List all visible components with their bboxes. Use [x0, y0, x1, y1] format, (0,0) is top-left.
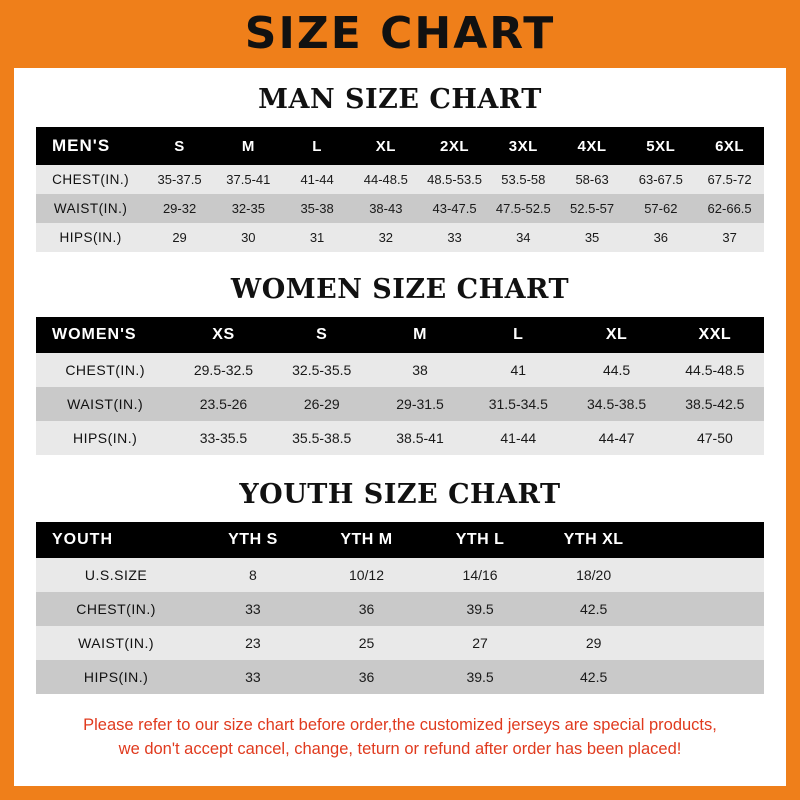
table-row	[36, 626, 764, 660]
table-row	[36, 223, 764, 252]
table-cell	[650, 626, 764, 660]
women-size-table	[36, 317, 764, 455]
women-header-cell: S	[316, 326, 328, 343]
table-cell: 44.5-48.5	[685, 362, 745, 378]
table-cell: 42.5	[580, 601, 608, 617]
man-section-title: MAN SIZE CHART	[258, 84, 542, 115]
table-cell: 62-66.5	[707, 201, 752, 216]
youth-table-header-row	[36, 522, 764, 558]
women-header-cell: XL	[605, 326, 628, 343]
header-band	[0, 0, 800, 68]
table-cell: 32.5-35.5	[292, 362, 352, 378]
table-row	[36, 421, 764, 455]
table-cell: 35.5-38.5	[292, 430, 352, 446]
row-label: CHEST(IN.)	[65, 362, 145, 378]
table-cell: 23.5-26	[199, 396, 248, 412]
man-table-header-row	[36, 127, 764, 165]
row-label: CHEST(IN.)	[76, 601, 156, 617]
row-label: U.S.SIZE	[84, 567, 148, 583]
women-header-cell: M	[413, 326, 427, 343]
table-row	[36, 194, 764, 223]
youth-table-head	[36, 522, 764, 558]
table-cell: 58-63	[575, 172, 609, 187]
bottom-band	[0, 786, 800, 800]
table-cell: 35	[584, 230, 600, 245]
row-label: CHEST(IN.)	[52, 172, 130, 187]
table-cell: 32	[378, 230, 394, 245]
table-row	[36, 387, 764, 421]
table-cell: 41	[510, 362, 527, 378]
table-cell: 37.5-41	[226, 172, 271, 187]
man-header-cell: 2XL	[440, 137, 470, 155]
row-label: WAIST(IN.)	[53, 201, 128, 216]
table-cell	[650, 558, 764, 592]
women-table-head	[36, 317, 764, 353]
table-cell: 30	[241, 230, 256, 245]
table-cell: 38.5-41	[396, 430, 444, 446]
table-cell: 34.5-38.5	[586, 396, 647, 412]
women-section	[14, 274, 786, 455]
man-header-cell: XL	[375, 137, 396, 155]
footer-note-line-1: Please refer to our size chart before order,the customized jerseys are special products,	[83, 716, 717, 734]
table-cell: 44-48.5	[363, 172, 408, 187]
table-cell: 18/20	[576, 567, 612, 583]
table-cell: 10/12	[348, 567, 385, 583]
table-cell: 47-50	[696, 430, 733, 446]
man-header-cell: MEN'S	[52, 136, 111, 155]
footer-note	[14, 714, 786, 762]
table-row	[36, 165, 764, 194]
women-header-cell: WOMEN'S	[52, 326, 137, 343]
table-cell: 52.5-57	[570, 201, 615, 216]
table-cell: 63-67.5	[638, 172, 683, 187]
table-cell: 44.5	[602, 362, 631, 378]
man-header-cell: L	[312, 137, 322, 155]
table-cell: 36	[358, 669, 375, 685]
man-header-cell: 4XL	[577, 137, 607, 155]
table-cell: 57-62	[644, 201, 678, 216]
table-cell: 29-31.5	[396, 396, 444, 412]
table-cell: 29-32	[162, 201, 197, 216]
table-row	[36, 353, 764, 387]
women-table-header-row	[36, 317, 764, 353]
youth-header-cell: YTH M	[340, 531, 393, 548]
table-cell: 37	[722, 230, 737, 245]
youth-header-cell	[650, 522, 764, 558]
youth-section-title: YOUTH SIZE CHART	[239, 479, 561, 510]
table-row	[36, 558, 764, 592]
table-cell: 36	[653, 230, 669, 245]
table-cell: 34	[516, 230, 531, 245]
row-label: WAIST(IN.)	[78, 635, 155, 651]
table-cell: 27	[472, 635, 488, 651]
women-section-title: WOMEN SIZE CHART	[230, 274, 570, 305]
table-cell: 29	[172, 230, 187, 245]
man-header-cell: 3XL	[508, 137, 538, 155]
man-header-cell: M	[241, 137, 255, 155]
table-cell: 25	[358, 635, 375, 651]
table-cell: 48.5-53.5	[427, 172, 483, 187]
youth-header-cell: YTH L	[455, 531, 505, 548]
table-cell: 36	[358, 601, 375, 617]
table-cell: 23	[245, 635, 261, 651]
table-cell: 42.5	[580, 669, 608, 685]
row-label: HIPS(IN.)	[83, 669, 149, 685]
table-cell: 32-35	[231, 201, 265, 216]
youth-size-table	[36, 522, 764, 694]
man-header-cell: S	[174, 137, 185, 155]
table-cell: 47.5-52.5	[495, 201, 551, 216]
table-row	[36, 592, 764, 626]
table-cell: 31.5-34.5	[488, 396, 548, 412]
table-cell: 44-47	[598, 430, 635, 446]
table-cell: 38-43	[369, 201, 403, 216]
row-label: WAIST(IN.)	[67, 396, 144, 412]
table-cell: 67.5-72	[707, 172, 752, 187]
youth-header-cell: YTH S	[228, 531, 278, 548]
man-header-cell: 6XL	[715, 137, 745, 155]
youth-section	[14, 479, 786, 694]
table-cell: 41-44	[300, 172, 334, 187]
women-header-cell: L	[513, 326, 524, 343]
footer-note-line-2: we don't accept cancel, change, teturn or refund after order has been placed!	[118, 739, 682, 758]
table-cell: 33	[447, 230, 462, 245]
table-cell: 41-44	[500, 430, 537, 446]
table-cell: 53.5-58	[501, 172, 546, 187]
table-cell	[650, 592, 764, 626]
man-section	[14, 84, 786, 252]
man-header-cell: 5XL	[646, 137, 676, 155]
row-label: HIPS(IN.)	[72, 430, 138, 446]
table-cell: 14/16	[462, 567, 498, 583]
man-table-head	[36, 127, 764, 165]
row-label: HIPS(IN.)	[59, 230, 122, 245]
table-cell: 29.5-32.5	[193, 362, 254, 378]
women-table-body	[36, 353, 764, 455]
table-cell: 8	[249, 567, 257, 583]
table-cell: 33	[245, 669, 261, 685]
table-cell: 31	[309, 230, 325, 245]
man-table-body	[36, 165, 764, 252]
table-cell: 38	[412, 362, 428, 378]
table-row	[36, 660, 764, 694]
table-cell: 33-35.5	[199, 430, 248, 446]
table-cell: 35-37.5	[157, 172, 202, 187]
youth-header-cell: YOUTH	[52, 531, 113, 548]
table-cell: 39.5	[466, 601, 494, 617]
youth-table-body	[36, 558, 764, 694]
table-cell: 29	[585, 635, 602, 651]
page-title: SIZE CHART	[244, 8, 556, 59]
table-cell	[650, 660, 764, 694]
table-cell: 39.5	[466, 669, 494, 685]
women-header-cell: XS	[212, 326, 235, 343]
table-cell: 35-38	[300, 201, 334, 216]
man-size-table	[36, 127, 764, 252]
table-cell: 26-29	[303, 396, 340, 412]
women-header-cell: XXL	[698, 326, 732, 343]
table-cell: 33	[245, 601, 261, 617]
youth-header-cell: YTH XL	[563, 531, 624, 548]
table-cell: 38.5-42.5	[685, 396, 745, 412]
table-cell: 43-47.5	[432, 201, 477, 216]
